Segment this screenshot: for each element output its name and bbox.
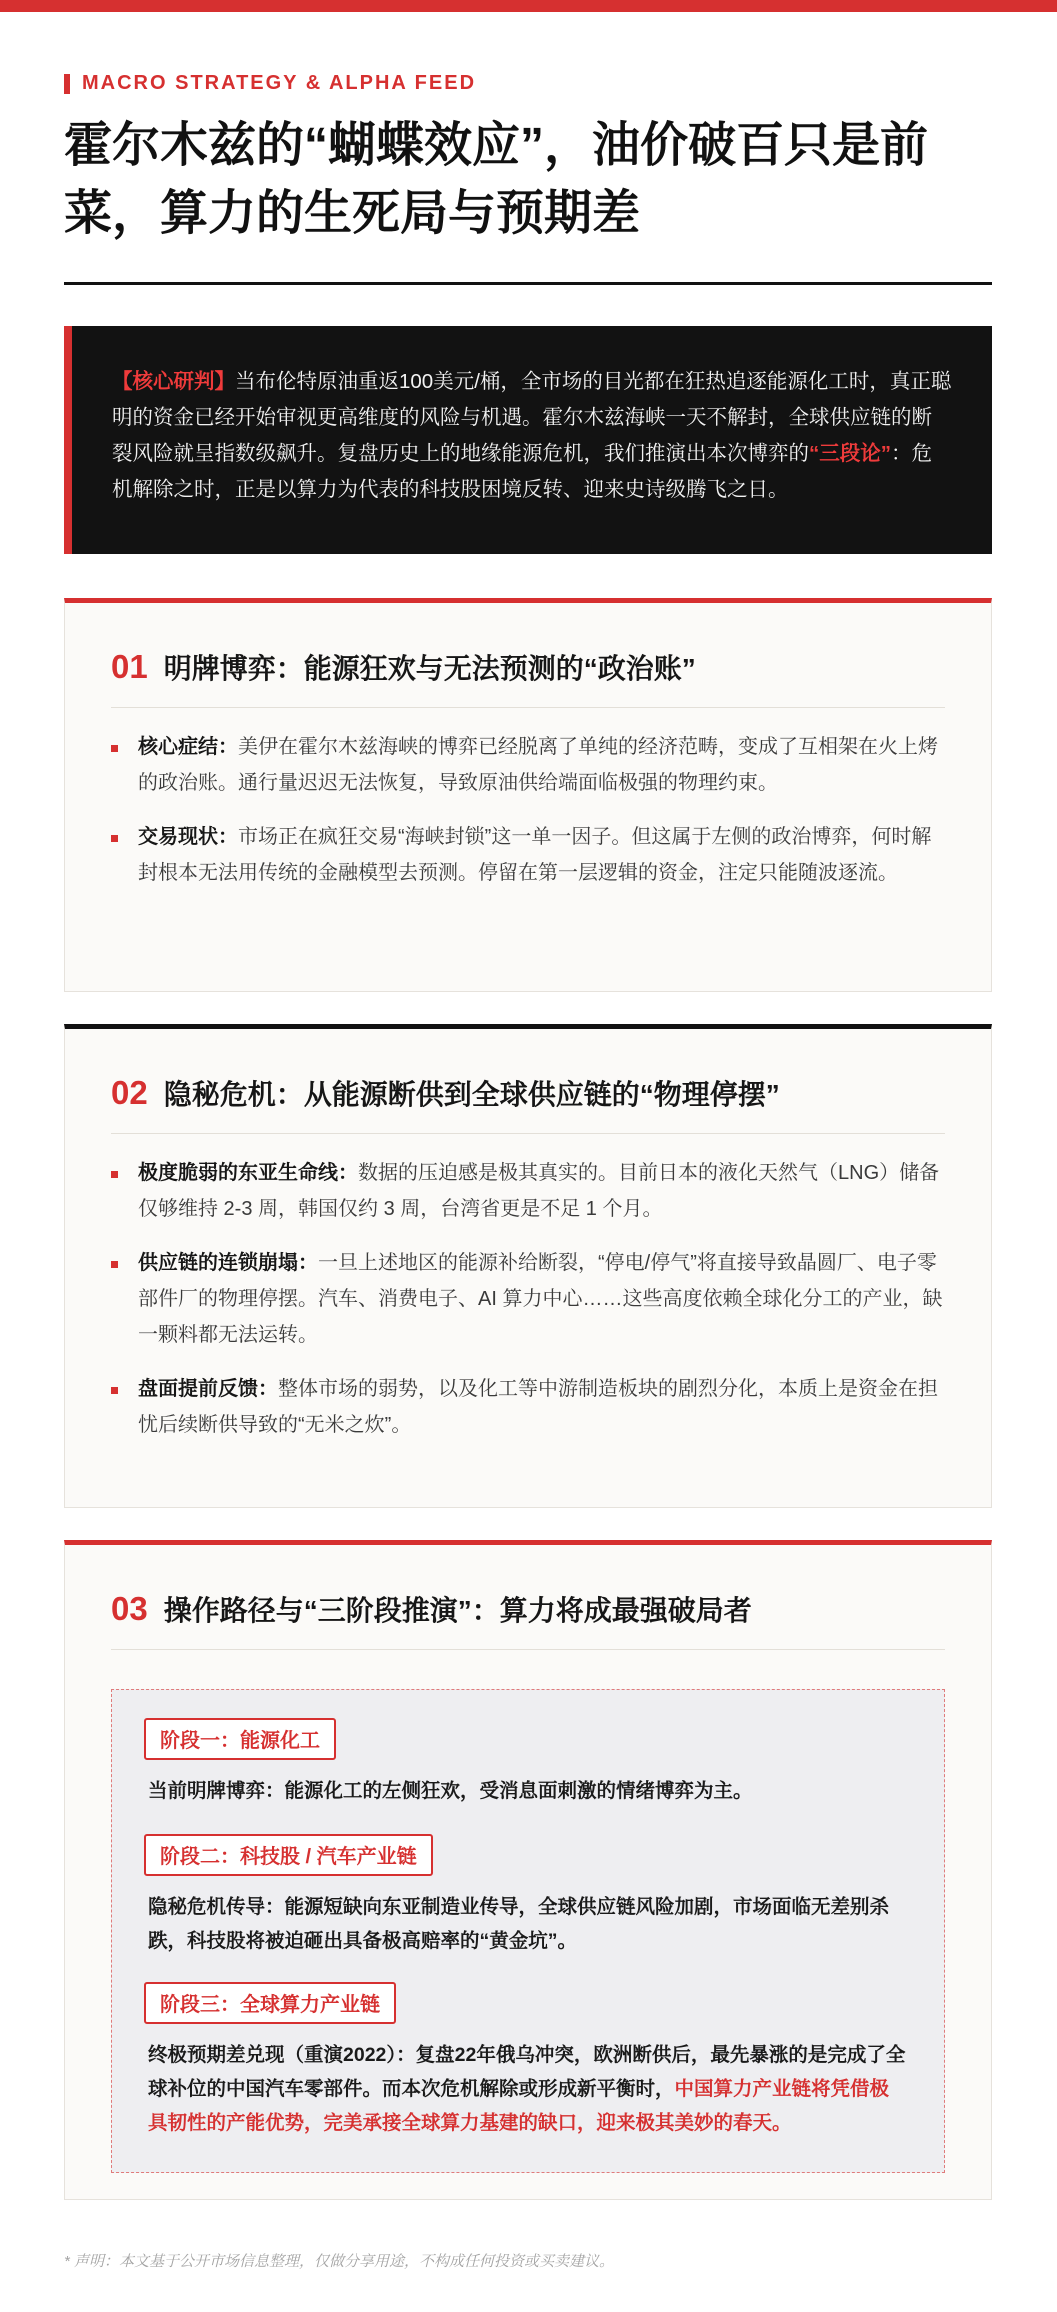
section-title: 隐秘危机：从能源断供到全球供应链的“物理停摆” [163,1079,780,1110]
bullet-square-icon [111,745,118,752]
section-title: 明牌博弈：能源狂欢与无法预测的“政治账” [163,653,696,684]
stage-description-3 [148,2038,908,2140]
bullet-square-icon [111,835,118,842]
stage-body: 复盘22年俄乌冲突，欧洲断供后，最先暴涨的是完成了全球补位的中国汽车零部件。而本次危机解除或形成新平衡时， [148,2044,906,2100]
summary-text-2: ：危机解除之时，正是以算力为代表的科技股困境反转、迎来史诗级腾飞之日。 [112,442,932,501]
top-accent-bar [0,0,1057,12]
bullet-label: 极度脆弱的东亚生命线： [138,1162,358,1184]
bullet-label: 供应链的连锁崩塌： [138,1252,318,1274]
disclaimer: * 声明：本文基于公开市场信息整理，仅做分享用途，不构成任何投资或买卖建议。 [64,2253,615,2270]
bullet-label: 交易现状： [138,826,238,848]
stage-description-1 [148,1774,908,1808]
stage-highlight: 中国算力产业链将凭借极具韧性的产能优势，完美承接全球算力基建的缺口，迎来极其美妙的春天。 [148,2078,890,2134]
kicker [64,72,476,95]
list-item [111,1155,945,1227]
bullet-list [111,1155,945,1461]
section-card-02 [64,1024,992,1508]
list-item [111,729,945,801]
bullet-text: 一旦上述地区的能源补给断裂，“停电/停气”将直接导致晶圆厂、电子零部件厂的物理停摆。汽车、消费电子、AI 算力中心……这些高度依赖全球化分工的产业，缺一颗料都无法运转。 [138,1252,943,1346]
section-card-01 [64,598,992,992]
bullet-label: 盘面提前反馈： [138,1378,278,1400]
bullet-text: 整体市场的弱势，以及化工等中游制造板块的剧烈分化，本质上是资金在担忧后续断供导致的“无米之炊”。 [138,1378,938,1436]
core-summary-box [64,326,992,554]
section-card-03 [64,1540,992,2200]
stage-body: 能源化工的左侧狂欢，受消息面刺激的情绪博弈为主。 [284,1780,753,1802]
stage-description-2 [148,1890,908,1958]
section-header [111,1589,945,1629]
bullet-text: 数据的压迫感是极其真实的。目前日本的液化天然气（LNG）储备仅够维持 2-3 周，韩国仅约 3 周，台湾省更是不足 1 个月。 [138,1162,940,1220]
list-item [111,819,945,891]
stage-label: 当前明牌博弈： [148,1780,285,1802]
list-item [111,1371,945,1443]
stage-tag-2: 阶段二：科技股 / 汽车产业链 [144,1834,433,1876]
kicker-marker [64,74,70,94]
bullet-text: 市场正在疯狂交易“海峡封锁”这一单一因子。但这属于左侧的政治博弈，何时解封根本无法用传统的金融模型去预测。停留在第一层逻辑的资金，注定只能随波逐流。 [138,826,932,884]
summary-highlight: “三段论” [809,442,891,465]
section-title: 操作路径与“三阶段推演”：算力将成最强破局者 [163,1595,752,1626]
section-divider [111,707,945,708]
page-title: 霍尔木兹的“蝴蝶效应”，油价破百只是前菜，算力的生死局与预期差 [64,119,929,240]
bullet-label: 核心症结： [138,736,238,758]
kicker-text: MACRO STRATEGY & ALPHA FEED [82,72,477,94]
bullet-square-icon [111,1171,118,1178]
stage-body: 能源短缺向东亚制造业传导，全球供应链风险加剧，市场面临无差别杀跌，科技股将被迫砸出具备极高赔率的“黄金坑”。 [148,1896,890,1952]
title-divider [64,282,992,285]
stage-tag-3: 阶段三：全球算力产业链 [144,1982,396,2024]
section-header [111,1073,945,1113]
bullet-square-icon [111,1387,118,1394]
bullet-list [111,729,945,909]
section-number: 03 [111,1590,148,1627]
section-number: 01 [111,648,148,685]
list-item [111,1245,945,1353]
section-divider [111,1649,945,1650]
bullet-square-icon [111,1261,118,1268]
section-divider [111,1133,945,1134]
summary-text-1: 当布伦特原油重返100美元/桶，全市场的目光都在狂热追逐能源化工时，真正聪明的资金已经开始审视更高维度的风险与机遇。霍尔木兹海峡一天不解封，全球供应链的断裂风险就呈指数级飙升。复盘历史上的地缘能源危机，我们推演出本次博弈的 [112,370,952,465]
stage-label: 终极预期差兑现（重演2022）： [148,2044,416,2066]
stage-label: 隐秘危机传导： [148,1896,285,1918]
bullet-text: 美伊在霍尔木兹海峡的博弈已经脱离了单纯的经济范畴，变成了互相架在火上烤的政治账。通行量迟迟无法恢复，导致原油供给端面临极强的物理约束。 [138,736,938,794]
stage-panel [111,1689,945,2173]
section-header [111,647,945,687]
stage-tag-1: 阶段一：能源化工 [144,1718,336,1760]
summary-label: 【核心研判】 [112,370,235,393]
section-number: 02 [111,1074,148,1111]
